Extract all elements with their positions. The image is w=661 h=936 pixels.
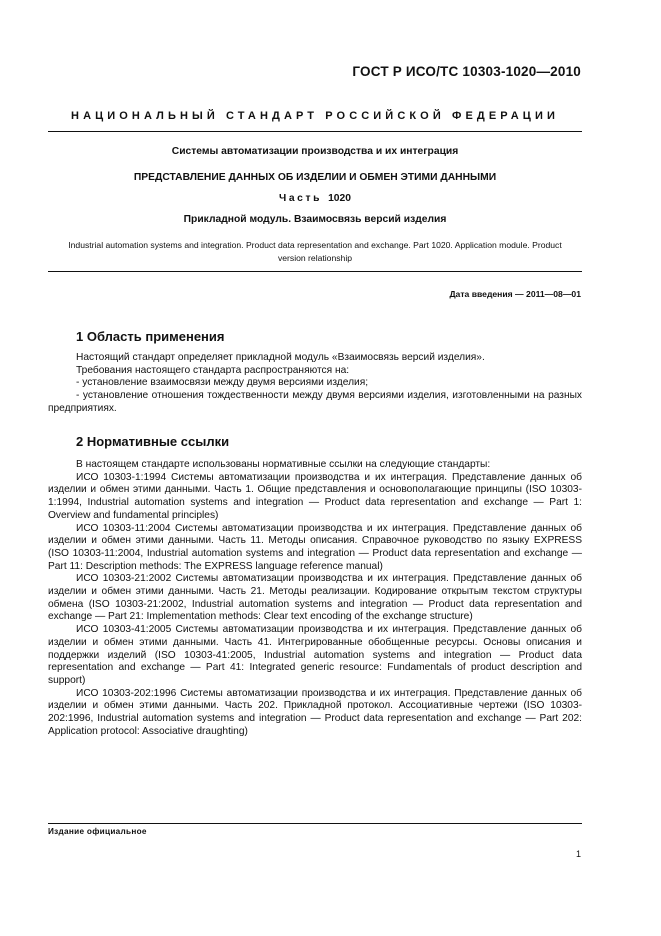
module-title: Прикладной модуль. Взаимосвязь версий изделия (183, 214, 447, 225)
normative-reference: ИСО 10303-21:2002 Системы автоматизации производства и их интеграция. Представление данных об изделии и обмен этими данными. Часть 21. Методы реализации. Кодирование открытым текстом структуры обмена (ISO 10303-21:2002, Industrial automation systems and integration — Product data representation and exchange — Part 21: Implementation methods: Clear text encoding of the exchange structure) (48, 573, 582, 623)
part-word: Часть (279, 193, 323, 204)
normative-reference: ИСО 10303-1:1994 Системы автоматизации производства и их интеграция. Представление данных об изделии и обмен этими данными. Часть 1. Общие представления и основополагающие принципы (ISO 10303-1:1994, Industrial automation systems and integration — Product data representation and exchange — Part 1: Overview and fundamental principles) (48, 471, 582, 521)
national-standard-banner: НАЦИОНАЛЬНЫЙ СТАНДАРТ РОССИЙСКОЙ ФЕДЕРАЦИИ (71, 110, 559, 122)
section-2-heading-wrap (76, 434, 229, 449)
part-title (48, 193, 582, 204)
series-title: Системы автоматизации производства и их интеграция (171, 146, 459, 157)
footer-divider (48, 823, 582, 824)
section-1-line: - установление отношения тождественности между двумя версиями изделия, изготовленными на разных предприятиях. (48, 390, 582, 414)
section-1-body (48, 352, 582, 416)
section-2-intro: В настоящем стандарте использованы нормативные ссылки на следующие стандарты: (76, 459, 491, 470)
section-1-line: Требования настоящего стандарта распространяются на: (76, 364, 350, 376)
section-2-body (48, 459, 582, 738)
section-1-heading: 1 Область применения (76, 329, 225, 344)
english-title: Industrial automation systems and integration. Product data representation and exchange. Part 1020. Application module. Product version relationship (68, 240, 562, 263)
normative-reference: ИСО 10303-202:1996 Системы автоматизации производства и их интеграция. Представление данных об изделии и обмен этими данными. Часть 202. Прикладной протокол. Ассоциативные чертежи (ISO 10303-202:1996, Industrial automation systems and integration — Product data representation and exchange — Part 202: Application protocol: Associative draughting) (48, 687, 582, 737)
section-1-heading-wrap (76, 329, 225, 344)
date-introduction: Дата введения — 2011—08—01 (449, 289, 581, 299)
normative-reference: ИСО 10303-41:2005 Системы автоматизации производства и их интеграция. Представление данных об изделии и обмен этими данными. Часть 41. Интегрированные обобщенные ресурсы. Основы описания и поддержки изделий (ISO 10303-41:2005, Industrial automation systems and integration — Product data representation and exchange — Part 41: Integrated generic resource: Fundamentals of product description and support) (48, 624, 582, 686)
header-divider (48, 131, 582, 132)
official-edition-label: Издание официальное (48, 827, 147, 836)
document-code: ГОСТ Р ИСО/ТС 10303-1020—2010 (352, 64, 581, 79)
part-number: 1020 (328, 193, 351, 204)
section-2-heading: 2 Нормативные ссылки (76, 434, 230, 449)
main-title: ПРЕДСТАВЛЕНИЕ ДАННЫХ ОБ ИЗДЕЛИИ И ОБМЕН ЭТИМИ ДАННЫМИ (133, 172, 497, 183)
normative-reference: ИСО 10303-11:2004 Системы автоматизации производства и их интеграция. Представление данных об изделии и обмен этими данными. Часть 11. Методы описания. Справочное руководство по языку EXPRESS (ISO 10303-11:2004, Industrial automation systems and integration — Product data representation and exchange — Part 11: Description methods: The EXPRESS language reference manual) (48, 522, 582, 572)
section-1-line: - установление взаимосвязи между двумя версиями изделия; (76, 377, 369, 389)
section-1-line: Настоящий стандарт определяет прикладной модуль «Взаимосвязь версий изделия». (76, 352, 485, 363)
page-number: 1 (575, 849, 581, 859)
title-divider (48, 271, 582, 272)
